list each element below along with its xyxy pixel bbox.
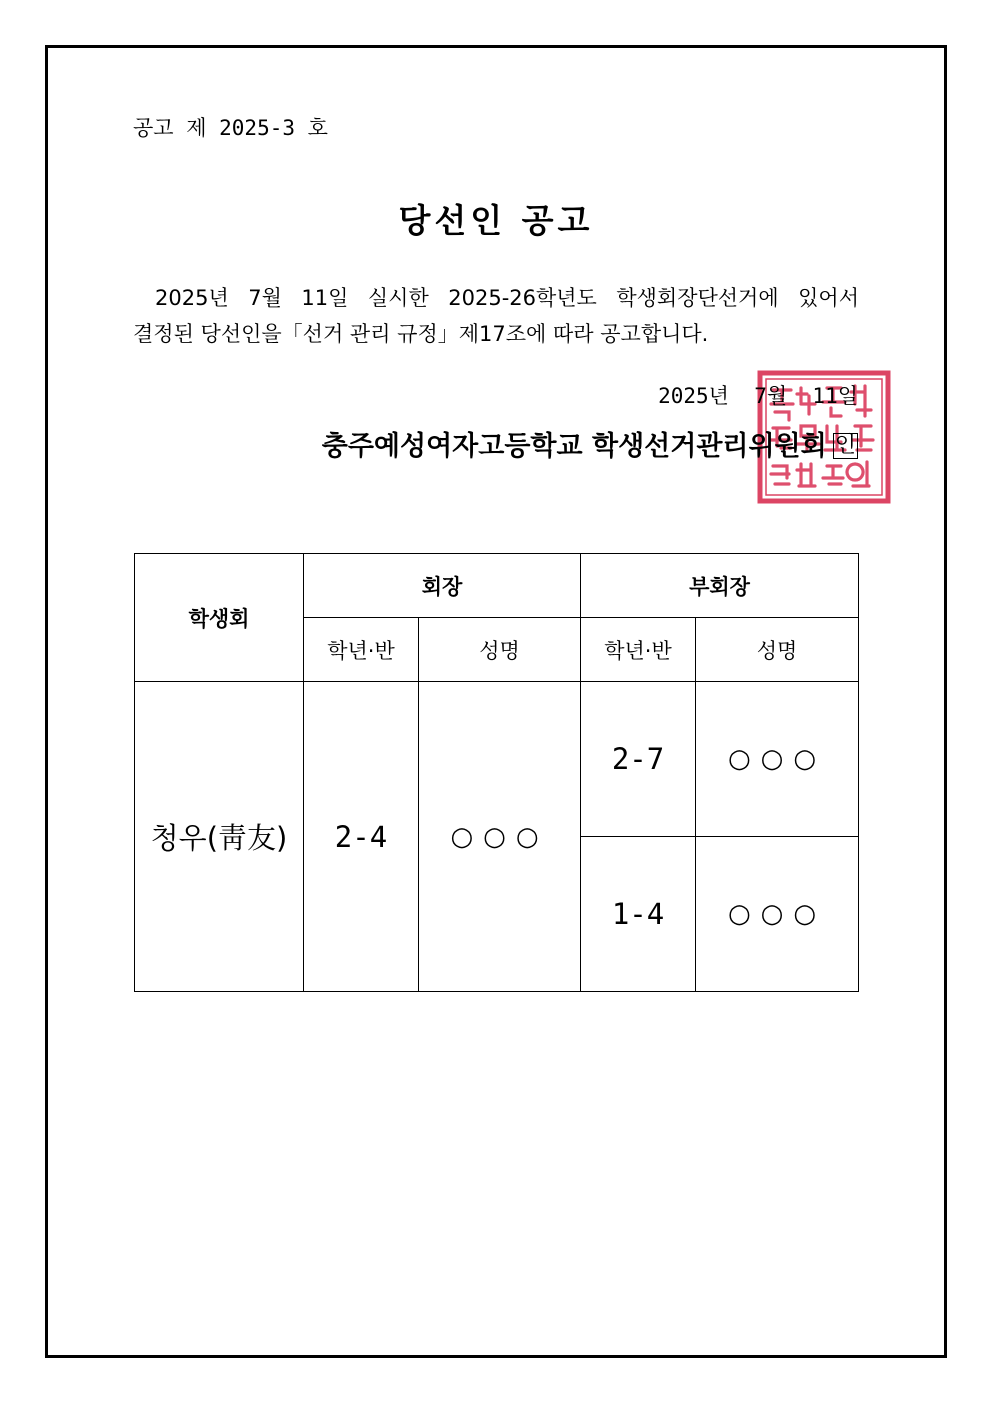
header-president: 회장 — [304, 554, 581, 618]
notice-date: 2025년 7월 11일 — [658, 384, 858, 408]
header-student-council: 학생회 — [135, 554, 304, 682]
subheader-president-grade-class: 학년·반 — [304, 618, 419, 682]
seal-mark: 인 — [834, 433, 856, 458]
page-title: 당선인 공고 — [398, 201, 594, 240]
subheader-president-name: 성명 — [419, 618, 581, 682]
notice-number: 공고 제 2025-3 호 — [133, 116, 328, 140]
vice-president-2-name: ○○○ — [696, 837, 859, 992]
vice-president-2-grade-class: 1-4 — [581, 837, 696, 992]
body-line-1: 2025년 7월 11일 실시한 2025-26학년도 학생회장단선거에 있어서 — [155, 286, 859, 310]
header-vice-president: 부회장 — [581, 554, 859, 618]
election-results-table — [134, 553, 859, 992]
committee-signature — [322, 424, 858, 463]
vice-president-1-grade-class: 2-7 — [581, 682, 696, 837]
group-name-cell: 청우(靑友) — [135, 682, 304, 992]
subheader-vice-name: 성명 — [696, 618, 859, 682]
vice-president-1-name: ○○○ — [696, 682, 859, 837]
president-name: ○○○ — [419, 682, 581, 992]
president-grade-class: 2-4 — [304, 682, 419, 992]
body-line-2: 결정된 당선인을「선거 관리 규정」제17조에 따라 공고합니다. — [133, 322, 709, 346]
committee-name: 충주예성여자고등학교 학생선거관리위원회 — [321, 431, 827, 462]
subheader-vice-grade-class: 학년·반 — [581, 618, 696, 682]
notice-body — [133, 280, 859, 352]
